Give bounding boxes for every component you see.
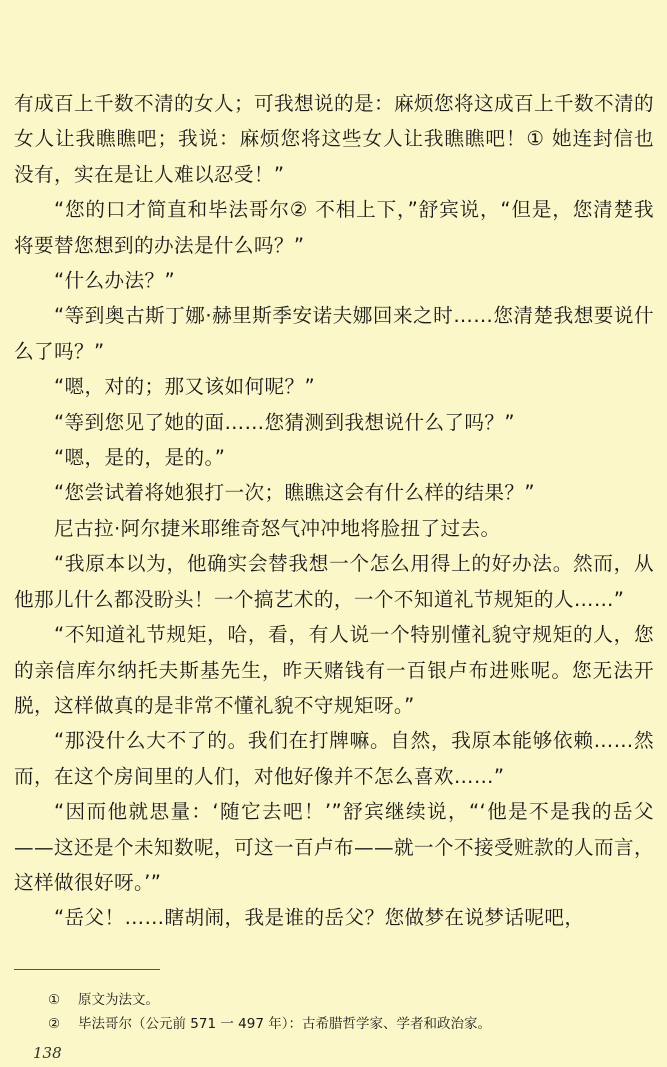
paragraph: “因而他就思量：‘随它去吧！’”舒宾继续说，“‘他是不是我的岳父——这还是个未知数呢，可这一百卢布——就一个不接受赃款的人而言，这样做很好呀。’” [14, 800, 654, 894]
body-text [14, 86, 654, 936]
page-number: 138 [33, 1044, 62, 1062]
paragraph: “嗯，对的；那又该如何呢？” [54, 375, 316, 399]
paragraph: 有成百上千数不清的女人；可我想说的是：麻烦您将这成百上千数不清的女人让我瞧瞧吧；我说：麻烦您将这些女人让我瞧瞧吧！① 她连封信也没有，实在是让人难以忍受！” [14, 92, 654, 186]
footnote-marker: ① [48, 992, 61, 1008]
footnote [48, 988, 648, 1012]
paragraph: “您尝试着将她狠打一次；瞧瞧这会有什么样的结果？” [54, 481, 535, 505]
footnote-text: 毕法哥尔（公元前 571 一 497 年）：古希腊哲学家、学者和政治家。 [78, 1016, 491, 1032]
paragraph: “什么办法？” [54, 269, 176, 293]
paragraph: “那没什么大不了的。我们在打牌嘛。自然，我原本能够依赖……然而，在这个房间里的人们，对他好像并不怎么喜欢……” [14, 729, 654, 788]
paragraph: “我原本以为，他确实会替我想一个怎么用得上的好办法。然而，从他那儿什么都没盼头！一个搞艺术的，一个不知道礼节规矩的人……” [14, 552, 654, 611]
footnote-text: 原文为法文。 [78, 992, 159, 1008]
paragraph: “等到奥古斯丁娜·赫里斯季安诺夫娜回来之时……您清楚我想要说什么了吗？” [14, 304, 654, 363]
paragraph: “岳父！……瞎胡闹，我是谁的岳父？您做梦在说梦话呢吧， [54, 906, 585, 930]
footnote [48, 1012, 648, 1036]
footnotes [48, 988, 648, 1036]
paragraph: “等到您见了她的面……您猜测到我想说什么了吗？” [54, 410, 515, 434]
footnote-divider [14, 969, 160, 970]
paragraph: “您的口才简直和毕法哥尔② 不相上下，”舒宾说，“但是，您清楚我将要替您想到的办法是什么吗？” [14, 198, 654, 257]
paragraph: 尼古拉·阿尔捷米耶维奇怒气冲冲地将脸扭了过去。 [54, 516, 501, 540]
footnote-marker: ② [48, 1016, 61, 1032]
paragraph: “不知道礼节规矩，哈，看，有人说一个特别懂礼貌守规矩的人，您的亲信库尔纳托夫斯基先生，昨天赌钱有一百银卢布进账呢。您无法开脱，这样做真的是非常不懂礼貌不守规矩呀。” [14, 623, 654, 717]
paragraph: “嗯，是的，是的。” [54, 446, 226, 470]
